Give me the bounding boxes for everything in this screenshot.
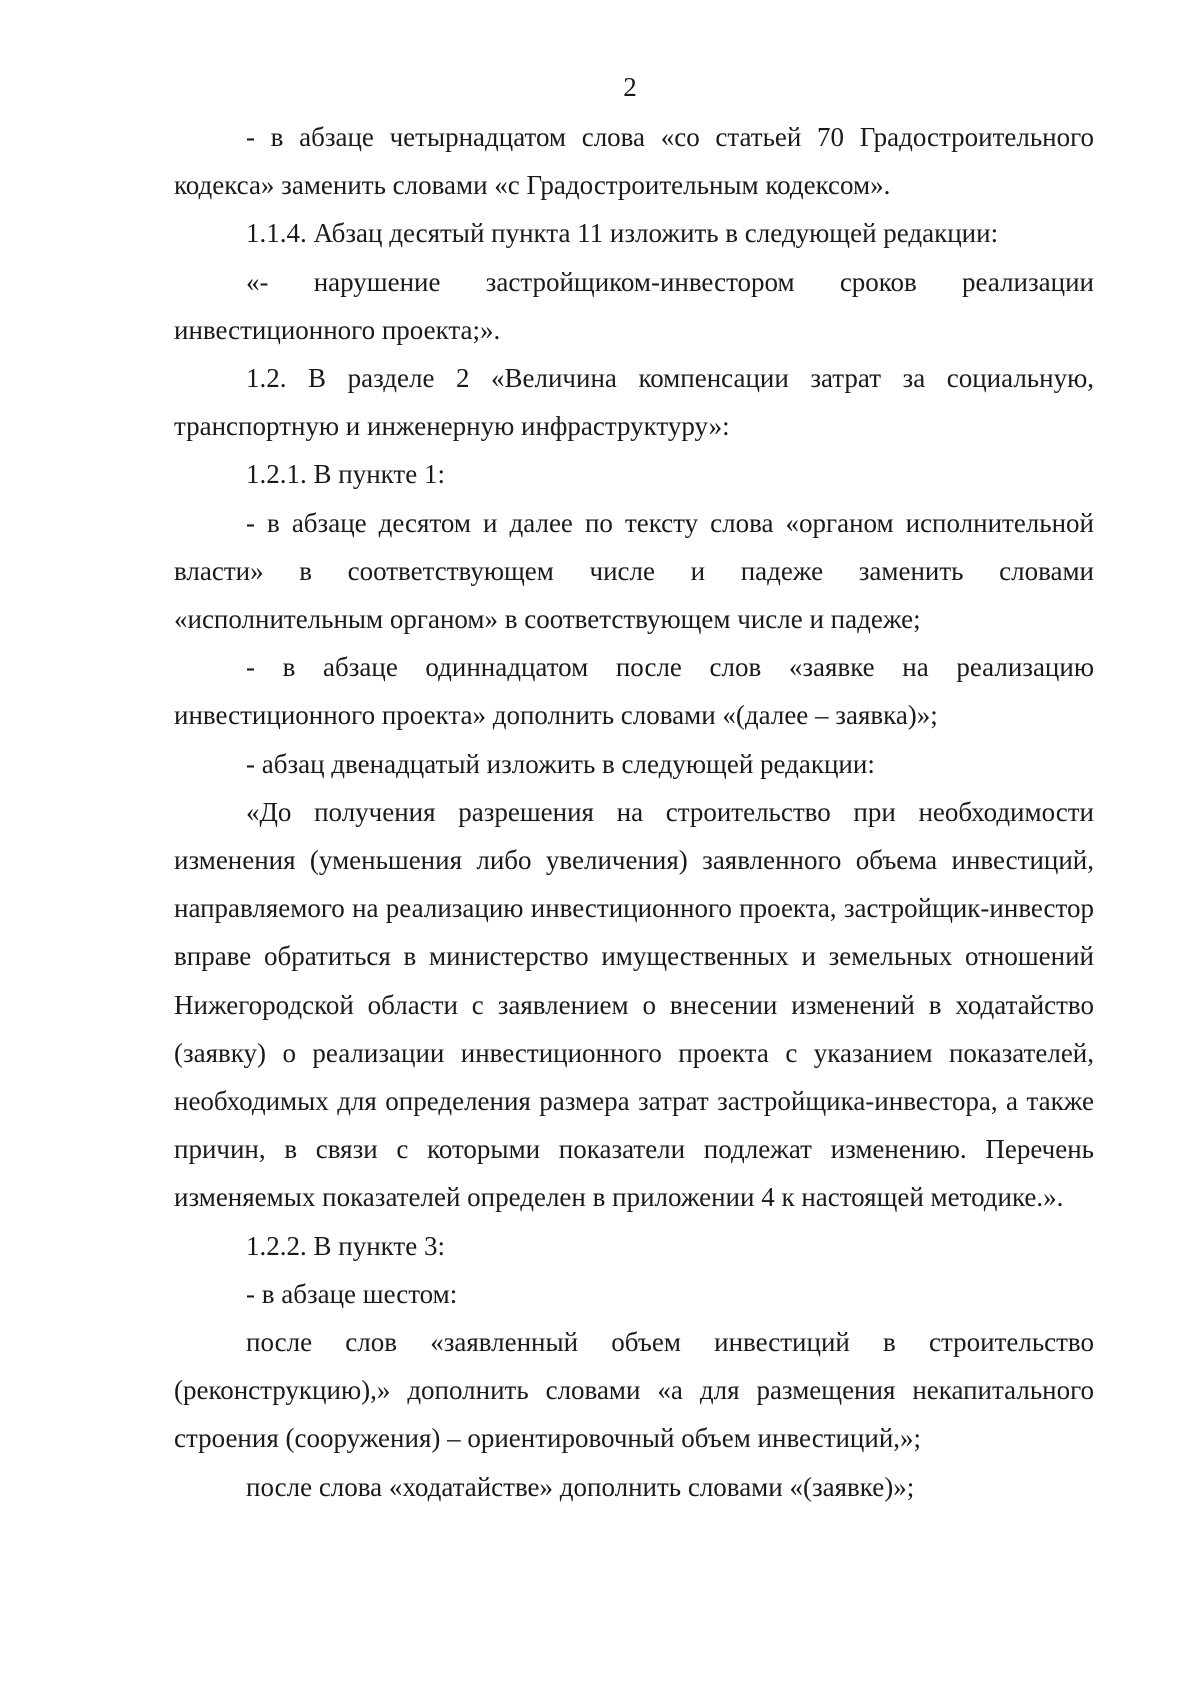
paragraph: «- нарушение застройщиком-инвестором сроков реализации инвестиционного проекта;». [174,266,1094,345]
paragraph: - в абзаце одиннадцатом после слов «заявке на реализацию инвестиционного проекта» дополнить словами «(далее – заявка)»; [174,652,1094,731]
paragraph: 1.2.1. В пункте 1: [246,459,445,490]
paragraph: после слова «ходатайстве» дополнить словами «(заявке)»; [246,1471,915,1502]
paragraph: 1.2. В разделе 2 «Величина компенсации затрат за социальную, транспортную и инженерную инфраструктуру»: [174,363,1094,442]
paragraph: - абзац двенадцатый изложить в следующей редакции: [246,748,875,779]
paragraph: - в абзаце четырнадцатом слова «со статьей 70 Градостроительного кодекса» заменить словами «с Градостроительным кодексом». [174,122,1094,201]
paragraph: - в абзаце десятом и далее по тексту слова «органом исполнительной власти» в соответствующем числе и падеже заменить словами «исполнительным органом» в соответствующем числе и падеже; [174,507,1094,635]
paragraph: после слов «заявленный объем инвестиций в строительство (реконструкцию),» дополнить словами «а для размещения некапитального строения (сооружения) – ориентировочный объем инвестиций,»; [174,1327,1094,1454]
document-body [174,113,1094,1511]
paragraph: - в абзаце шестом: [246,1278,458,1309]
paragraph: 1.1.4. Абзац десятый пункта 11 изложить в следующей редакции: [246,218,999,249]
page-number: 2 [623,72,637,102]
paragraph: 1.2.2. В пункте 3: [246,1230,445,1261]
paragraph: «До получения разрешения на строительство при необходимости изменения (уменьшения либо увеличения) заявленного объема инвестиций, направляемого на реализацию инвестиционного проекта, застройщик-инвестор вправе обратиться в министерство имущественных и земельных отношений Нижегородской области с заявлением о внесении изменений в ходатайство (заявку) о реализации инвестиционного проекта с указанием показателей, необходимых для определения размера затрат застройщика-инвестора, а также причин, в связи с которыми показатели подлежат изменению. Перечень изменяемых показателей определен в приложении 4 к настоящей методике.». [174,796,1094,1213]
